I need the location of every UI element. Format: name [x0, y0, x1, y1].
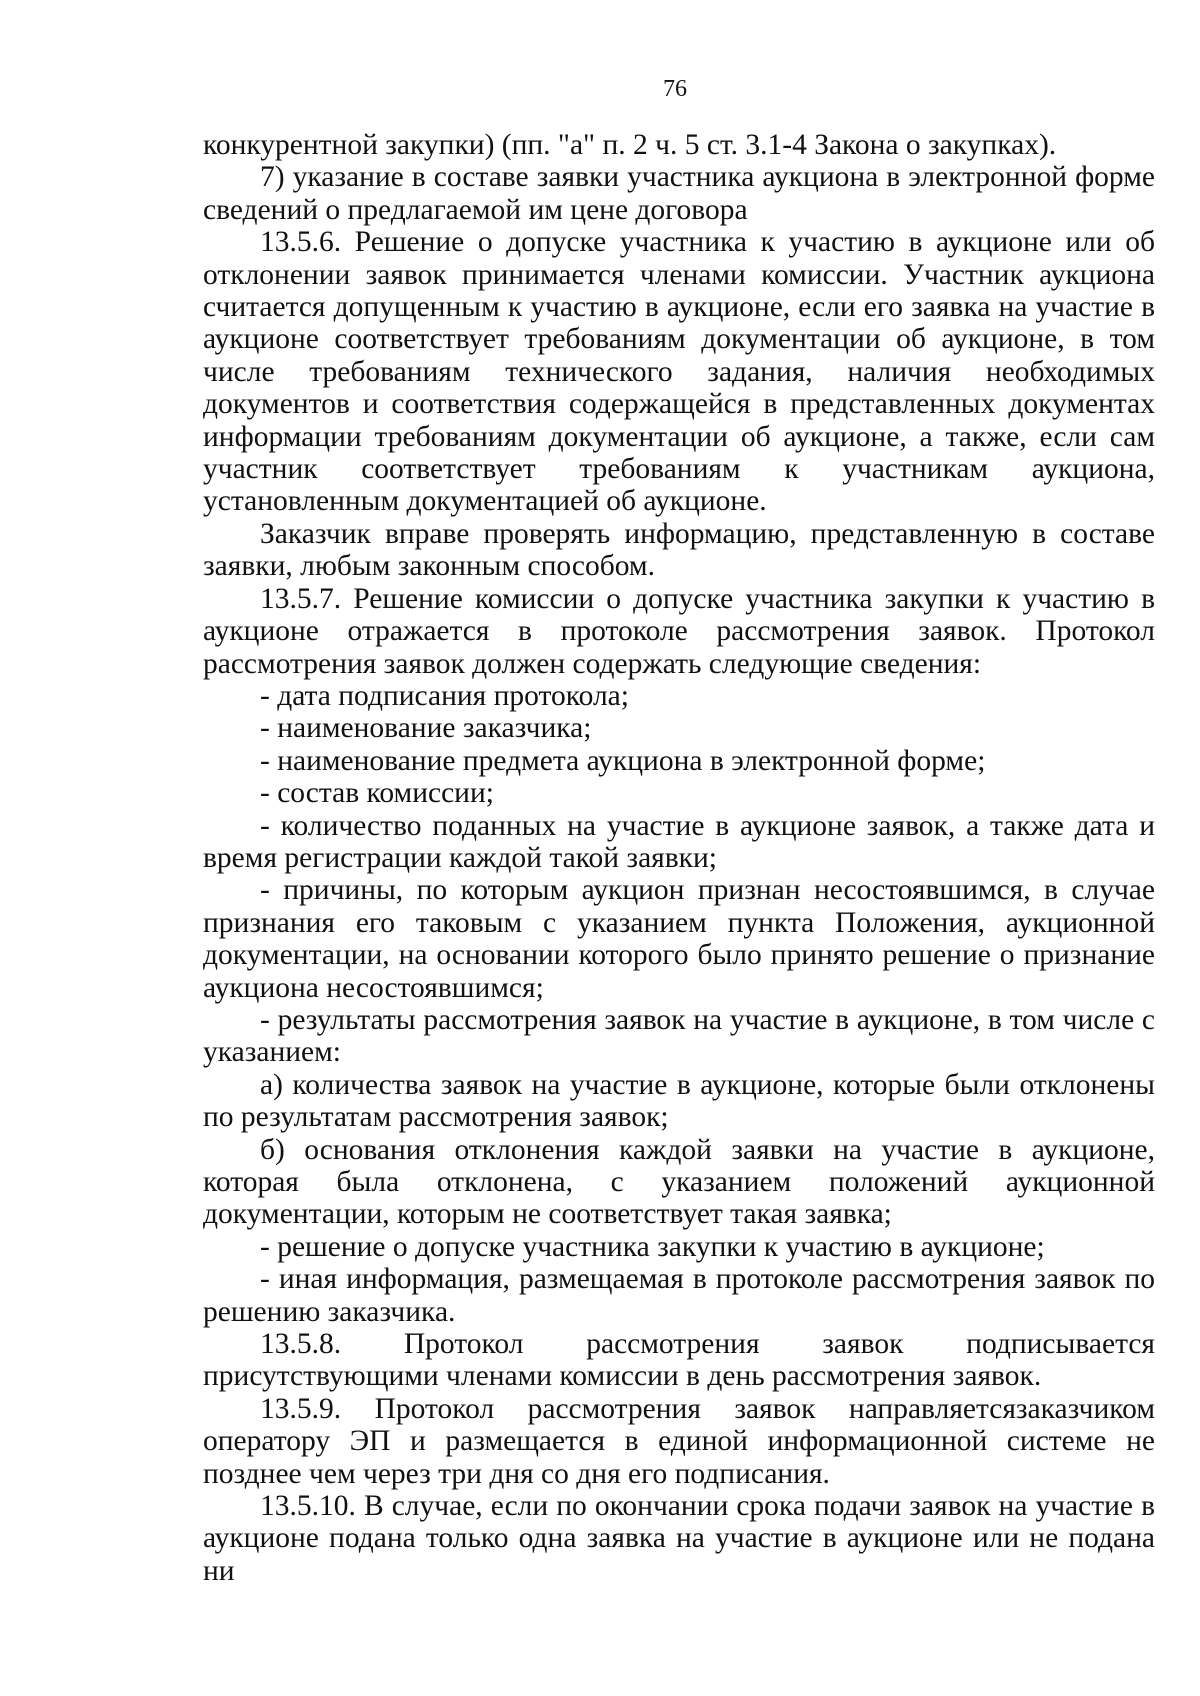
list-item-review-results: - результаты рассмотрения заявок на участие в аукционе, в том числе с указанием:	[203, 1003, 1155, 1069]
list-item-commission: - состав комиссии;	[260, 777, 494, 810]
list-item-customer-name: - наименование заказчика;	[260, 712, 592, 745]
list-item-signing-date: - дата подписания протокола;	[260, 679, 629, 712]
paragraph-continuation: конкурентной закупки) (пп. "а" п. 2 ч. 5 ст. 3.1-4 Закона о закупках).	[203, 129, 1057, 161]
paragraph-13-5-8: 13.5.8. Протокол рассмотрения заявок подписывается присутствующими членами комиссии в день рассмотрения заявок.	[203, 1328, 1155, 1393]
paragraph-13-5-10: 13.5.10. В случае, если по окончании срока подачи заявок на участие в аукционе подана только одна заявка на участие в аукционе или не подана ни	[203, 1490, 1155, 1587]
paragraph-13-5-9: 13.5.9. Протокол рассмотрения заявок направляетсязаказчиком оператору ЭП и размещается в единой информационной системе не позднее чем через три дня со дня его подписания.	[203, 1392, 1155, 1490]
sub-item-a: а) количества заявок на участие в аукционе, которые были отклонены по результатам рассмотрения заявок;	[203, 1068, 1155, 1134]
list-item-failure-reasons: - причины, по которым аукцион признан несостоявшимся, в случае признания его таковым с указанием пункта Положения, аукционной документации, на основании которого было принято решение о признание аукциона несостоявшимся;	[203, 874, 1155, 1004]
page-number: 76	[663, 76, 687, 102]
list-item-admission-decision: - решение о допуске участника закупки к участию в аукционе;	[260, 1230, 1045, 1263]
document-body	[203, 129, 1155, 1587]
sub-item-b: б) основания отклонения каждой заявки на участие в аукционе, которая была отклонена, с указанием положений аукционной документации, которым не соответствует такая заявка;	[203, 1133, 1155, 1231]
paragraph-13-5-7: 13.5.7. Решение комиссии о допуске участника закупки к участию в аукционе отражается в протоколе рассмотрения заявок. Протокол рассмотрения заявок должен содержать следующие сведения:	[203, 582, 1155, 680]
paragraph-item-7: 7) указание в составе заявки участника аукциона в электронной форме сведений о предлагаемой им цене договора	[203, 161, 1155, 226]
paragraph-customer-right: Заказчик вправе проверять информацию, представленную в составе заявки, любым законным способом.	[203, 517, 1155, 583]
list-item-bid-count: - количество поданных на участие в аукционе заявок, а также дата и время регистрации каждой такой заявки;	[203, 809, 1155, 874]
paragraph-13-5-6: 13.5.6. Решение о допуске участника к участию в аукционе или об отклонении заявок принимается членами комиссии. Участник аукциона считается допущенным к участию в аукционе, если его заявка на участие в аукционе соответствует требованиям документации об аукционе, в том числе требованиям технического задания, наличия необходимых документов и соответствия содержащейся в представленных документах информации требованиям документации об аукционе, а также, если сам участник соответствует требованиям к участникам аукциона, установленным документацией об аукционе.	[203, 226, 1155, 518]
list-item-auction-subject: - наименование предмета аукциона в электронной форме;	[260, 744, 986, 777]
list-item-other-info: - иная информация, размещаемая в протоколе рассмотрения заявок по решению заказчика.	[203, 1263, 1155, 1328]
